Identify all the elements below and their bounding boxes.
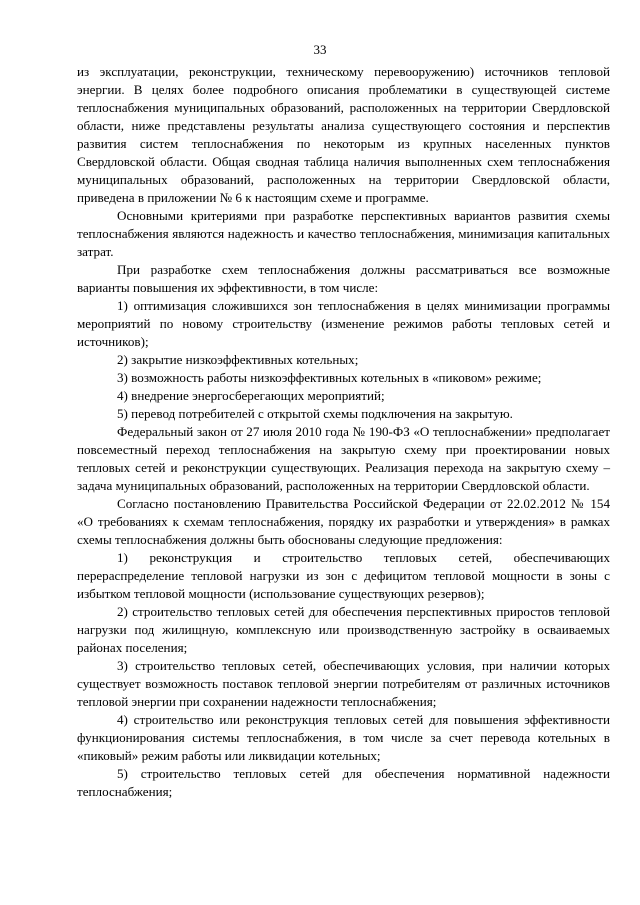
page-number: 33 [313,42,327,57]
body-text [77,63,610,801]
paragraph-criteria: Основными критериями при разработке перспективных вариантов развития схемы теплоснабжения являются надежность и качество теплоснабжения, минимизация капитальных затрат. [77,208,610,259]
paragraph-continuation: из эксплуатации, реконструкции, техническому перевооружению) источников тепловой энергии. В целях более подробного описания проблематики в существующей системе теплоснабжения муниципальных образований, расположенных на территории Свердловской области, ниже представлены результаты анализа существующего состояния и перспектив развития систем теплоснабжения по некоторым из крупных населенных пунктов Свердловской области. Общая сводная таблица наличия выполненных схем теплоснабжения муниципальных образований, расположенных на территории Свердловской области, приведена в приложении № 6 к настоящим схеме и программе. [77,64,610,205]
paragraph-federal-law: Федеральный закон от 27 июля 2010 года № 190-ФЗ «О теплоснабжении» предполагает повсеместный переход теплоснабжения на закрытую схему при проектировании новых тепловых сетей и реконструкции существующих. Реализация перехода на закрытую схему – задача муниципальных образований, расположенных на территории Свердловской области. [77,424,610,493]
list-item-proposal-4: 4) строительство или реконструкция тепловых сетей для повышения эффективности функционирования системы теплоснабжения, в том числе за счет перевода котельных в «пиковый» режим работы или ликвидации котельных; [77,712,610,763]
paragraph-government-decree: Согласно постановлению Правительства Российской Федерации от 22.02.2012 № 154 «О требованиях к схемам теплоснабжения, порядку их разработки и утверждения» в рамках схемы теплоснабжения должны быть обоснованы следующие предложения: [77,496,610,547]
list-item-variant-2: 2) закрытие низкоэффективных котельных; [117,352,359,367]
list-item-proposal-3: 3) строительство тепловых сетей, обеспечивающих условия, при наличии которых существует возможность поставок тепловой энергии потребителям от различных источников тепловой энергии при сохранении надежности теплоснабжения; [77,658,610,709]
list-item-proposal-2: 2) строительство тепловых сетей для обеспечения перспективных приростов тепловой нагрузки под жилищную, комплексную или производственную застройку в осваиваемых районах поселения; [77,604,610,655]
list-item-variant-1: 1) оптимизация сложившихся зон теплоснабжения в целях минимизации программы мероприятий по новому строительству (изменение режимов работы тепловых сетей и источников); [77,298,610,349]
list-item-variant-4: 4) внедрение энергосберегающих мероприятий; [117,388,385,403]
list-item-variant-5: 5) перевод потребителей с открытой схемы подключения на закрытую. [117,406,513,421]
list-item-proposal-1: 1) реконструкция и строительство тепловых сетей, обеспечивающих перераспределение тепловой нагрузки из зон с дефицитом тепловой мощности в зоны с избытком тепловой мощности (использование существующих резервов); [77,550,610,601]
paragraph-variants-intro: При разработке схем теплоснабжения должны рассматриваться все возможные варианты повышения их эффективности, в том числе: [77,262,610,295]
list-item-variant-3: 3) возможность работы низкоэффективных котельных в «пиковом» режиме; [117,370,542,385]
list-item-proposal-5: 5) строительство тепловых сетей для обеспечения нормативной надежности теплоснабжения; [77,766,610,799]
